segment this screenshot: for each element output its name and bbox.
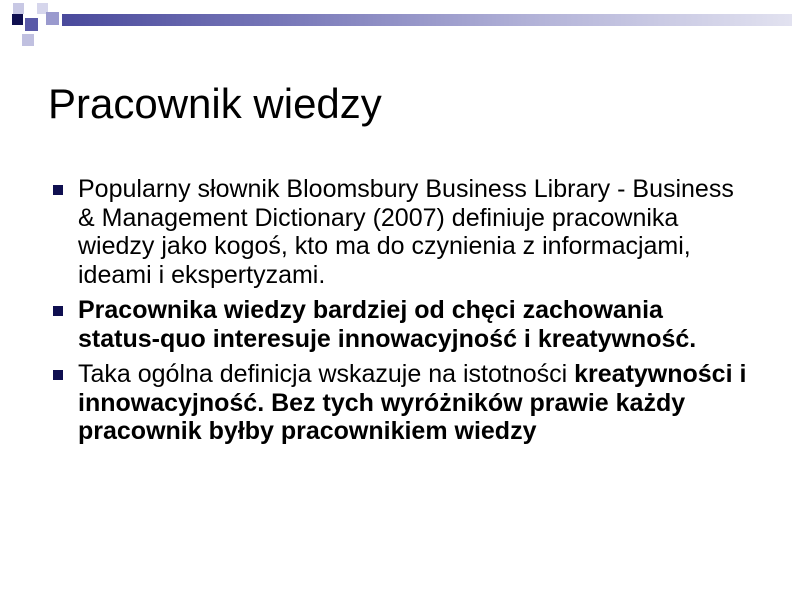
bullet-item <box>50 175 750 289</box>
bullet-item <box>50 296 750 353</box>
square-bullet-icon <box>53 370 63 380</box>
square-bullet-icon <box>53 185 63 195</box>
deco-square <box>12 14 23 25</box>
square-bullet-icon <box>53 306 63 316</box>
bullet-text-bold: kreatywności i innowacyjność. Bez tych wyróżników prawie każdy pracownik byłby pracownikiem wiedzy <box>78 360 747 445</box>
slide-title: Pracownik wiedzy <box>48 80 382 127</box>
deco-square <box>13 3 24 14</box>
deco-square <box>22 34 34 46</box>
bullet-text: Popularny słownik Bloomsbury Business Library - Business & Management Dictionary (2007) definiuje pracownika wiedzy jako kogoś, kto ma do czynienia z informacjami, ideami i ekspertyzami. <box>78 175 734 289</box>
bullet-list <box>50 175 750 453</box>
bullet-item <box>50 360 750 446</box>
bullet-text: Taka ogólna definicja wskazuje na istotności <box>78 360 575 388</box>
slide-decoration <box>0 0 800 60</box>
bullet-text-bold: Pracownika wiedzy bardziej od chęci zachowania status-quo interesuje innowacyjność i kreatywność. <box>78 296 697 353</box>
deco-square <box>25 18 38 31</box>
header-bar <box>62 14 792 26</box>
deco-square <box>46 12 59 25</box>
